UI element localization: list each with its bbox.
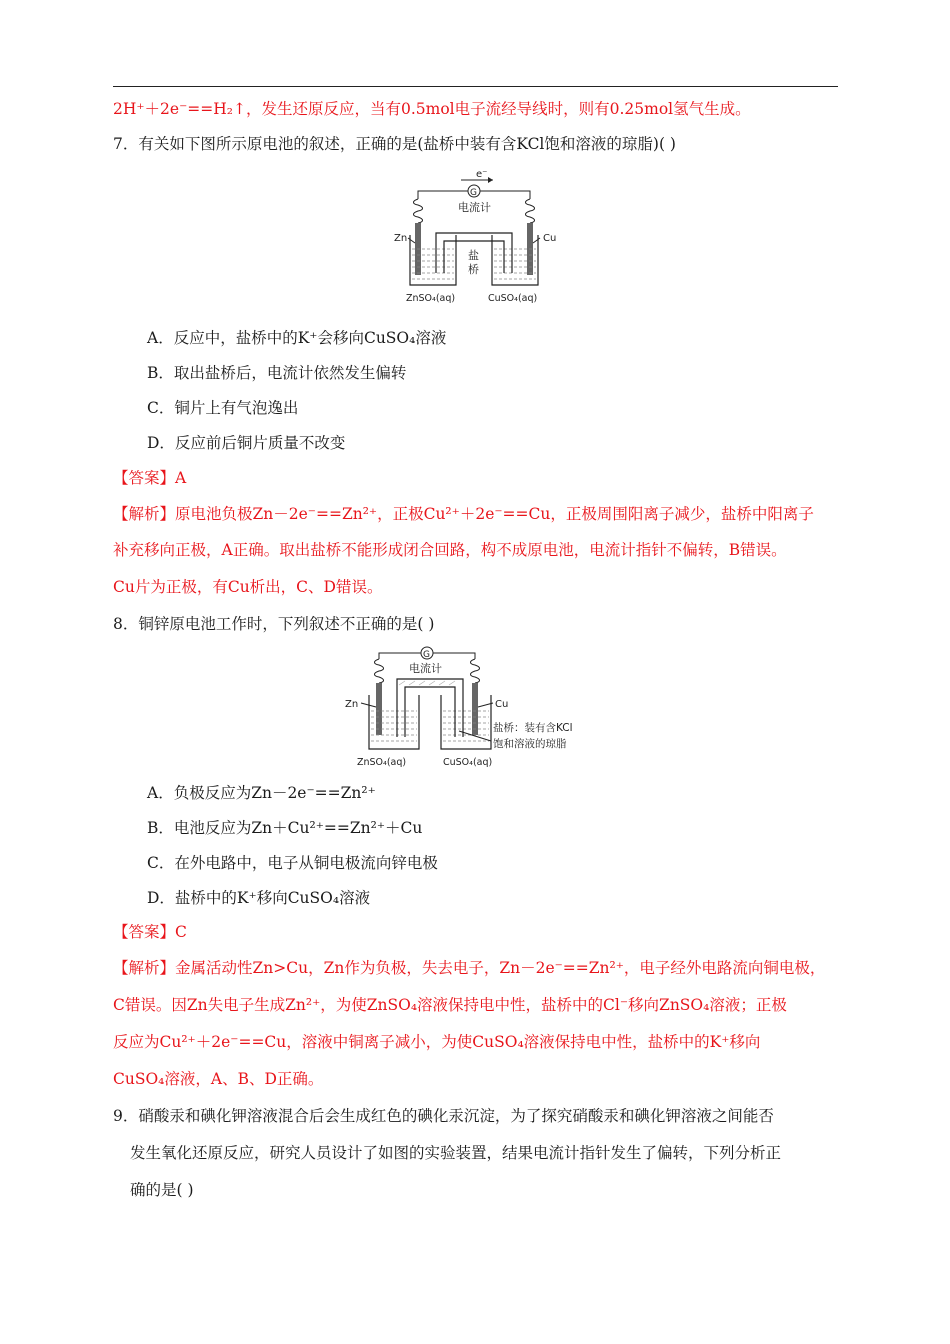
q7-analysis-line-2: 补充移向正极，A正确。取出盐桥不能形成闭合回路，构不成原电池，电流计指针不偏转，B错误。: [113, 541, 787, 559]
right-solution-label: CuSO₄(aq): [488, 293, 538, 304]
cu-label: Cu: [495, 699, 509, 710]
q8-figure: [343, 645, 603, 771]
q8-analysis-line-3: 反应为Cu²⁺＋2e⁻==Cu，溶液中铜离子减小，为使CuSO₄溶液保持电中性，盐桥中的K⁺移向: [113, 1033, 761, 1051]
q7-option-c: C．铜片上有气泡逸出: [147, 399, 299, 417]
right-coil: [471, 659, 480, 683]
continuation-text: 2H⁺＋2e⁻==H₂↑，发生还原反应，当有0.5mol电子流经导线时，则有0.25mol氢气生成。: [113, 100, 751, 118]
q7-analysis-line-1: 【解析】原电池负极Zn－2e⁻==Zn²⁺，正极Cu²⁺＋2e⁻==Cu，正极周围阳离子减少，盐桥中阳离子: [113, 505, 814, 523]
q8-option-b: B．电池反应为Zn＋Cu²⁺==Zn²⁺＋Cu: [147, 819, 423, 837]
q8-analysis-line-4: CuSO₄溶液，A、B、D正确。: [113, 1070, 324, 1088]
left-solution-label: ZnSO₄(aq): [357, 757, 407, 768]
left-solution-label: ZnSO₄(aq): [406, 293, 456, 304]
left-coil: [414, 199, 423, 223]
q9-stem-line-1: 9．硝酸汞和碘化钾溶液混合后会生成红色的碘化汞沉淀，为了探究硝酸汞和碘化钾溶液之间能否: [113, 1107, 774, 1125]
bridge-note-1: 盐桥：装有含KCl: [493, 722, 573, 734]
q7-option-b: B．取出盐桥后，电流计依然发生偏转: [147, 364, 407, 382]
cu-electrode: [472, 683, 478, 735]
q7-figure: [388, 165, 568, 307]
galvanometer-label: G: [470, 188, 477, 198]
bridge-label-1: 盐: [468, 249, 479, 262]
bridge-note-2: 饱和溶液的琼脂: [493, 738, 567, 750]
q8-analysis-line-1: 【解析】金属活动性Zn>Cu，Zn作为负极，失去电子，Zn－2e⁻==Zn²⁺，电子经外电路流向铜电极，: [113, 959, 826, 977]
q7-analysis-line-3: Cu片为正极，有Cu析出，C、D错误。: [113, 578, 383, 596]
right-coil: [526, 199, 535, 223]
left-coil: [375, 659, 384, 683]
q8-option-c: C．在外电路中，电子从铜电极流向锌电极: [147, 854, 438, 872]
meter-label: 电流计: [458, 201, 491, 214]
q7-option-a: A．反应中，盐桥中的K⁺会移向CuSO₄溶液: [147, 329, 447, 347]
q7-stem: 7．有关如下图所示原电池的叙述，正确的是(盐桥中装有含KCl饱和溶液的琼脂)( ): [113, 135, 676, 153]
electron-label: e⁻: [476, 169, 488, 180]
cu-label: Cu: [543, 233, 557, 244]
q8-option-a: A．负极反应为Zn－2e⁻==Zn²⁺: [147, 784, 376, 802]
bridge-label-2: 桥: [468, 263, 479, 276]
q9-stem-line-3: 确的是( ): [130, 1181, 194, 1199]
q7-option-d: D．反应前后铜片质量不改变: [147, 434, 346, 452]
header-rule: [113, 86, 838, 87]
galvanometer-label: G: [423, 650, 430, 660]
zn-electrode: [376, 683, 382, 735]
q9-stem-line-2: 发生氧化还原反应，研究人员设计了如图的实验装置，结果电流计指针发生了偏转，下列分析正: [130, 1144, 782, 1162]
zn-label: Zn: [345, 699, 359, 710]
zn-label: Zn: [394, 233, 408, 244]
meter-label: 电流计: [409, 662, 442, 675]
right-solution-label: CuSO₄(aq): [443, 757, 493, 768]
q7-answer: 【答案】A: [113, 469, 187, 487]
q8-stem: 8．铜锌原电池工作时，下列叙述不正确的是( ): [113, 615, 435, 633]
q8-analysis-line-2: C错误。因Zn失电子生成Zn²⁺，为使ZnSO₄溶液保持电中性，盐桥中的Cl⁻移向ZnSO₄溶液；正极: [113, 996, 787, 1014]
salt-bridge: [405, 687, 455, 737]
q8-answer: 【答案】C: [113, 923, 187, 941]
q8-option-d: D．盐桥中的K⁺移向CuSO₄溶液: [147, 889, 371, 907]
